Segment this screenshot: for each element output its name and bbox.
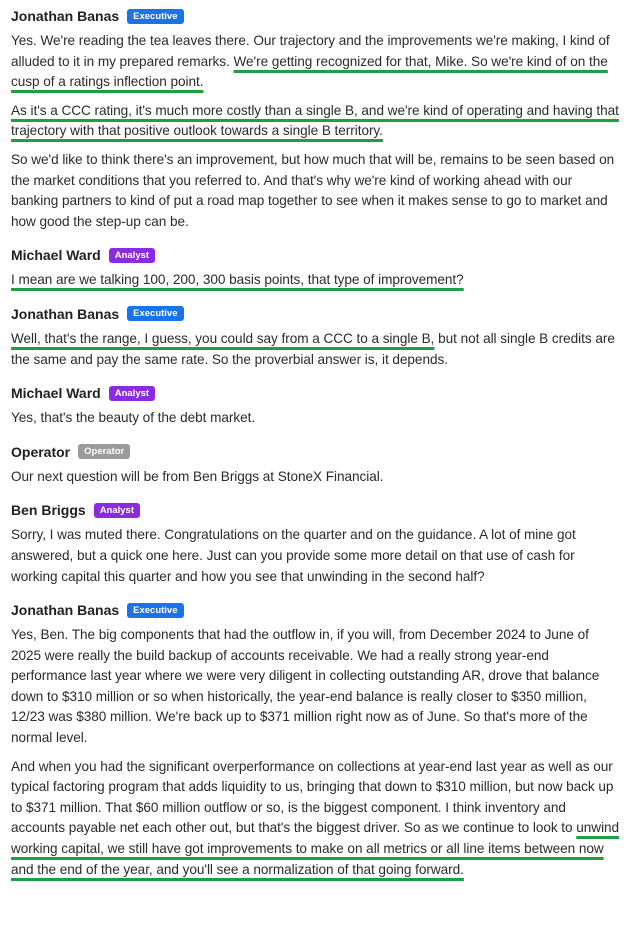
- speaker-header: [11, 304, 620, 324]
- speaker-name: Michael Ward: [11, 385, 101, 402]
- transcript-paragraph: [11, 150, 620, 232]
- speaker-name: Ben Briggs: [11, 502, 86, 519]
- transcript-entry: [11, 304, 620, 370]
- role-badge: Executive: [127, 306, 183, 321]
- role-badge: Analyst: [109, 386, 155, 401]
- transcript-paragraph: [11, 757, 620, 881]
- transcript-entry: [11, 6, 620, 232]
- role-badge: Executive: [127, 603, 183, 618]
- role-badge: Executive: [127, 9, 183, 24]
- transcript-entry: [11, 383, 620, 429]
- highlighted-text: Well, that's the range, I guess, you could say from a CCC to a single B,: [11, 330, 435, 346]
- text-segment: Sorry, I was muted there. Congratulations on the quarter and on the guidance. A lot of mine got answered, but a quick one here. Just can you provide some more detail on that use of cash for working capital this quarter and how you see that unwinding in the second half?: [11, 527, 576, 584]
- text-segment: So we'd like to think there's an improvement, but how much that will be, remains to be seen based on the market conditions that you referred to. And that's why we're kind of working ahead with our banking partners to kind of put a road map together to see when it makes sense to go to market and how good the step-up can be.: [11, 151, 615, 229]
- transcript-entry: [11, 600, 620, 880]
- highlighted-text: We're getting recognized for that, Mike. So we're kind of on the cusp of a ratings inflection point.: [11, 53, 608, 90]
- transcript-paragraph: [11, 625, 620, 749]
- text-segment: Yes. We're reading the tea leaves there. Our trajectory and the improvements we're making, I kind of alluded to it in my prepared remarks.: [11, 33, 610, 69]
- transcript-paragraph: [11, 408, 620, 429]
- speaker-name: Jonathan Banas: [11, 602, 120, 619]
- role-badge: Analyst: [94, 503, 140, 518]
- highlighted-text: As it's a CCC rating, it's much more costly than a single B, and we're kind of operating and having that trajectory with that positive outlook towards a single B territory.: [11, 102, 619, 139]
- transcript-entry: [11, 442, 620, 488]
- transcript-paragraph: [11, 329, 620, 370]
- speaker-header: [11, 383, 620, 403]
- text-segment: And when you had the significant overperformance on collections at year-end last year as well as our typical factoring program that adds liquidity to us, bringing that down to $310 million, but now back up to $371 million. That $60 million outflow or so, is the biggest component. I think inventory and accounts payable net each other out, but that's the biggest driver. So as we continue to look to: [11, 758, 614, 836]
- speaker-header: [11, 6, 620, 26]
- speaker-name: Michael Ward: [11, 247, 101, 264]
- speaker-name: Jonathan Banas: [11, 8, 120, 24]
- text-segment: Our next question will be from Ben Briggs at StoneX Financial.: [11, 468, 384, 484]
- speaker-name: Jonathan Banas: [11, 305, 120, 322]
- role-badge: Operator: [78, 444, 130, 459]
- text-segment: Yes, Ben. The big components that had the outflow in, if you will, from December 2024 to June of 2025 were really the build backup of accounts receivable. We had a really strong year-end performance last year where we were very diligent in collecting outstanding AR, drove that balance down to $310 million or so when historically, the year-end balance is really closer to $350 million, 12/23 was $380 million. We're back up to $371 million right now as of June. So that's more of the normal level.: [11, 627, 600, 746]
- role-badge: Analyst: [109, 248, 155, 263]
- transcript-paragraph: [11, 270, 620, 291]
- text-segment: but not all single B credits are the same and pay the same rate. So the proverbial answer is, it depends.: [11, 330, 615, 367]
- transcript-entry: [11, 500, 620, 587]
- speaker-header: [11, 442, 620, 462]
- transcript-entry: [11, 245, 620, 291]
- transcript-paragraph: [11, 31, 620, 93]
- text-segment: Yes, that's the beauty of the debt market.: [11, 410, 256, 426]
- transcript-paragraph: [11, 525, 620, 587]
- transcript-paragraph: [11, 467, 620, 488]
- speaker-header: [11, 245, 620, 265]
- speaker-header: [11, 500, 620, 520]
- highlighted-text: I mean are we talking 100, 200, 300 basis points, that type of improvement?: [11, 272, 464, 288]
- speaker-name: Operator: [11, 443, 71, 460]
- highlighted-text: unwind working capital, we still have got improvements to make on all metrics or all line items between now and the end of the year, and you'll see a normalization of that going forward.: [11, 820, 620, 877]
- speaker-header: [11, 600, 620, 620]
- transcript-paragraph: [11, 101, 620, 142]
